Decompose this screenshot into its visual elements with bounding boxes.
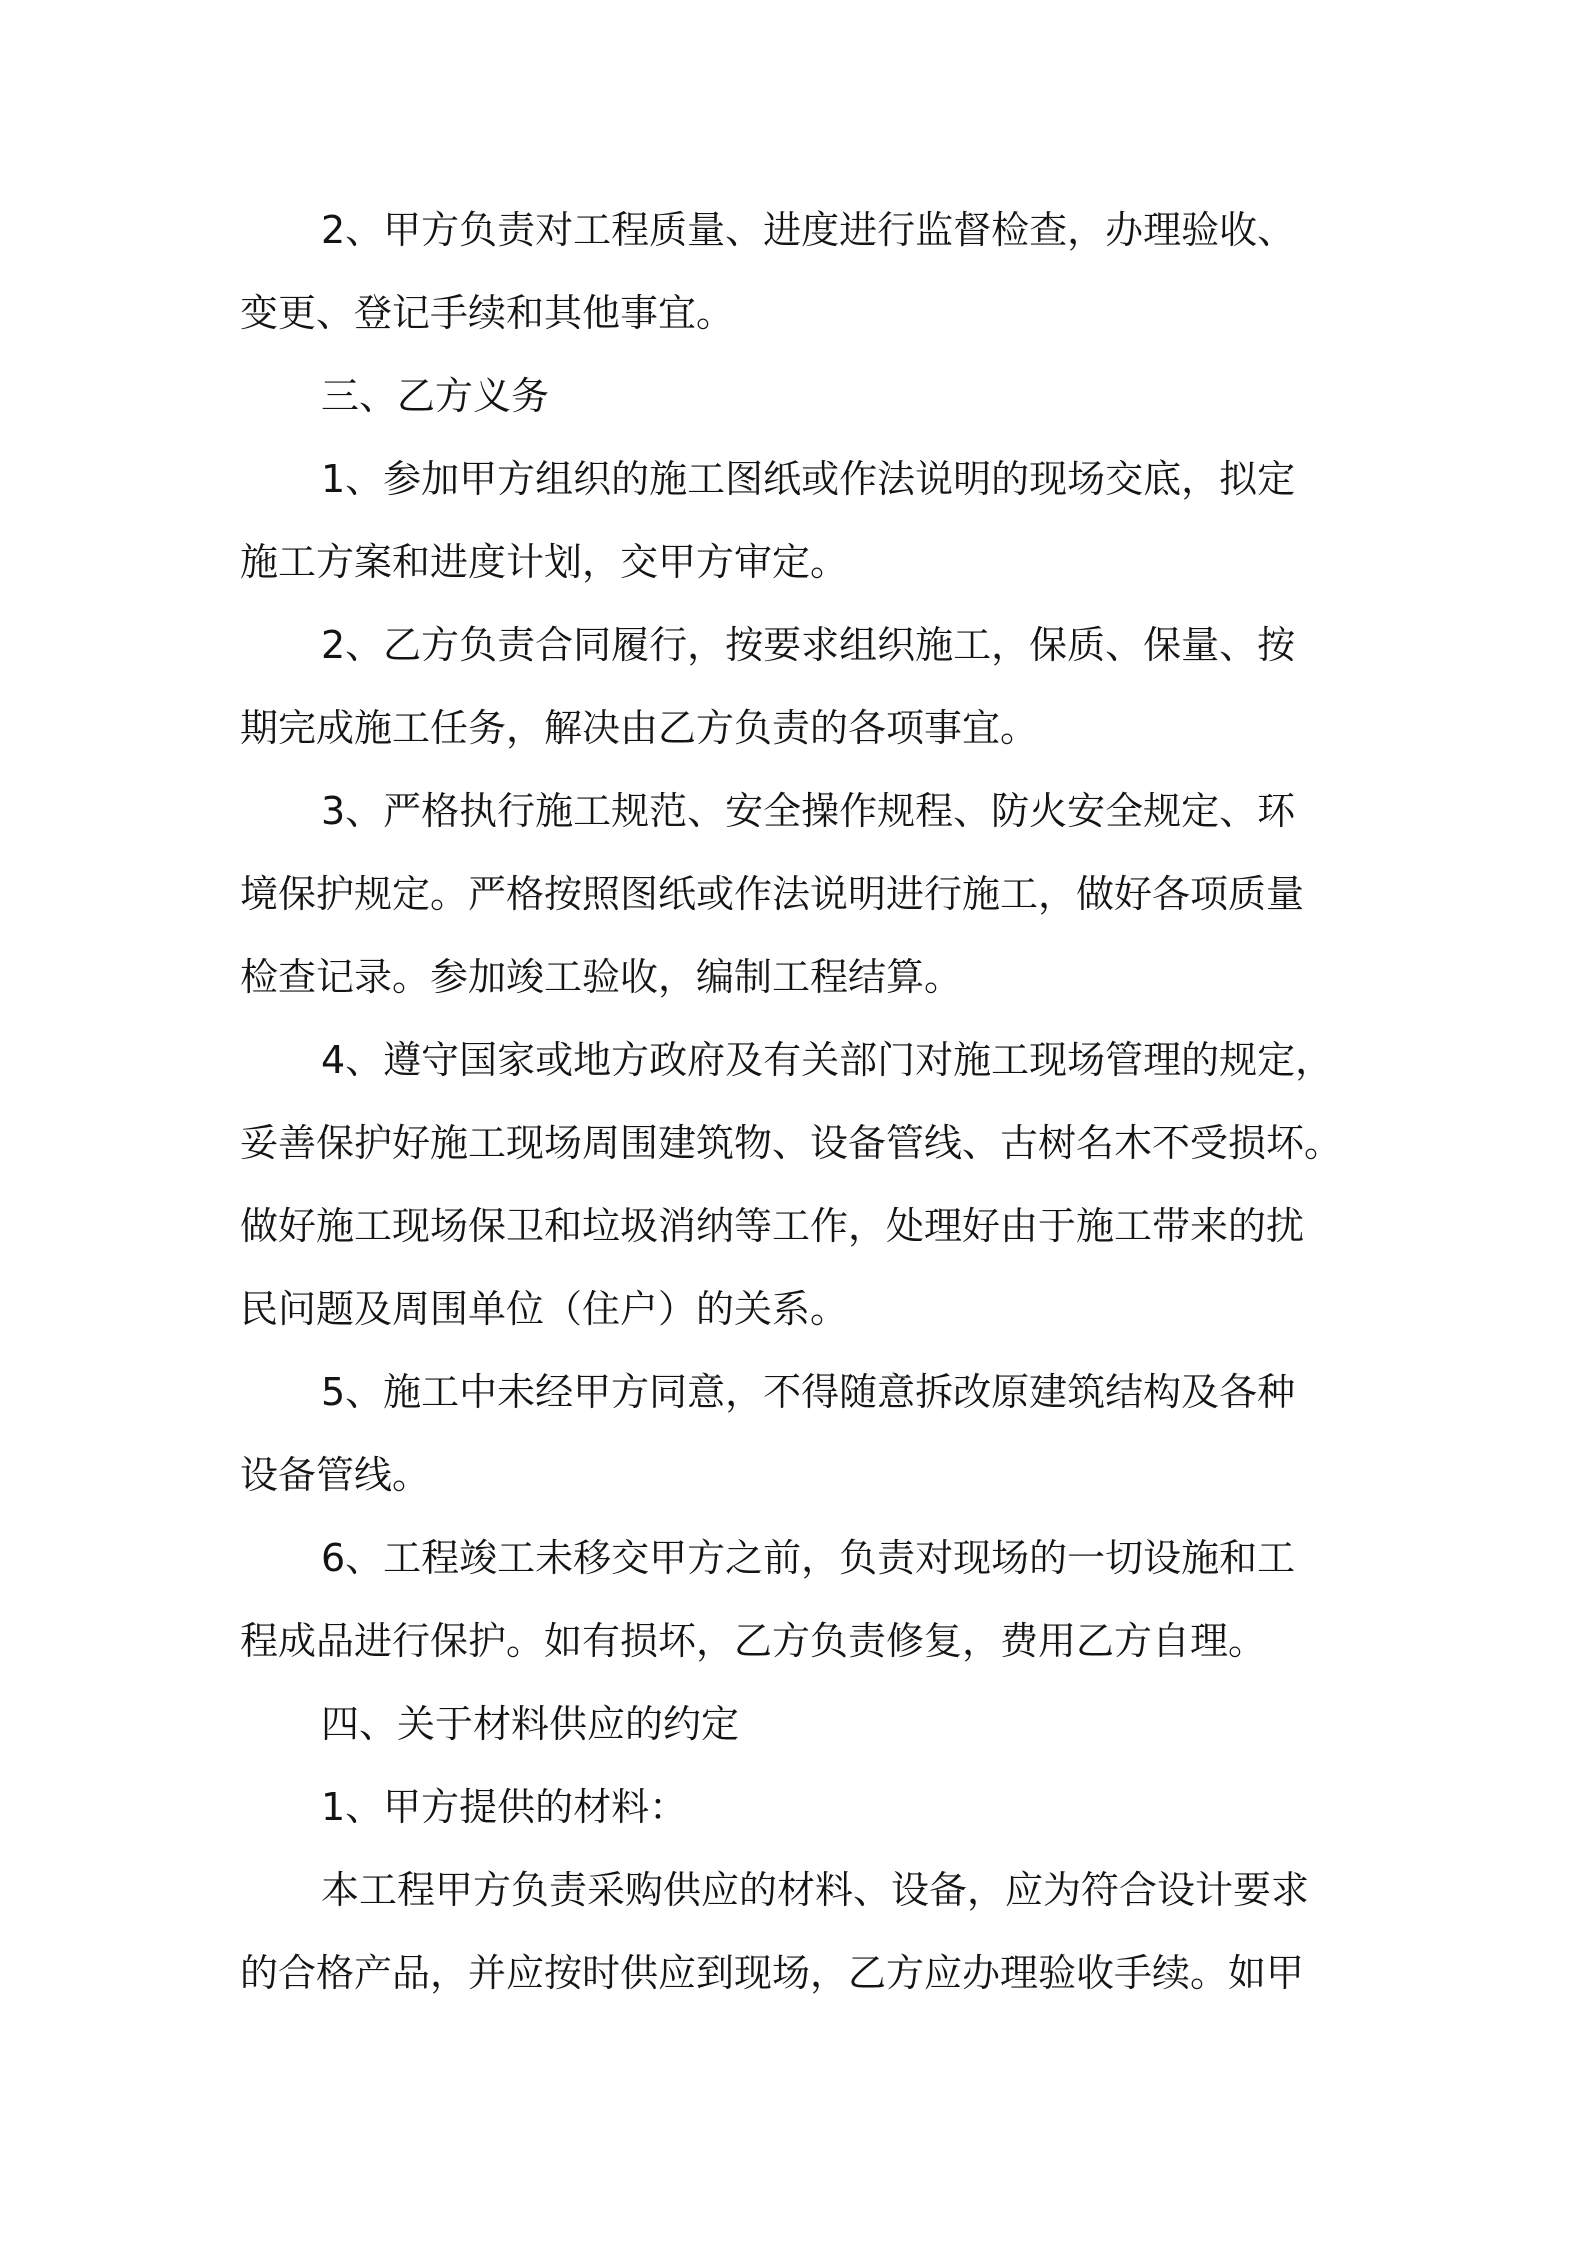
text-line: 3、严格执行施工规范、安全操作规程、防火安全规定、环	[321, 789, 1296, 833]
text-line: 检查记录。参加竣工验收，编制工程结算。	[240, 955, 963, 999]
text-line: 程成品进行保护。如有损坏，乙方负责修复，费用乙方自理。	[240, 1619, 1267, 1663]
text-line: 4、遵守国家或地方政府及有关部门对施工现场管理的规定，	[321, 1038, 1334, 1082]
text-line: 妥善保护好施工现场周围建筑物、设备管线、古树名木不受损坏。	[240, 1121, 1343, 1165]
text-line: 5、施工中未经甲方同意，不得随意拆改原建筑结构及各种	[321, 1370, 1296, 1414]
text-line: 施工方案和进度计划，交甲方审定。	[240, 540, 849, 584]
text-line: 境保护规定。严格按照图纸或作法说明进行施工，做好各项质量	[240, 872, 1305, 916]
section-heading: 四、关于材料供应的约定	[321, 1702, 740, 1746]
text-line: 设备管线。	[240, 1453, 431, 1497]
text-line: 民问题及周围单位（住户）的关系。	[240, 1287, 849, 1331]
text-line: 做好施工现场保卫和垃圾消纳等工作，处理好由于施工带来的扰	[240, 1204, 1305, 1248]
text-line: 2、乙方负责合同履行，按要求组织施工，保质、保量、按	[321, 623, 1296, 667]
section-heading: 三、乙方义务	[321, 374, 550, 418]
text-line: 2、甲方负责对工程质量、进度进行监督检查，办理验收、	[321, 208, 1296, 252]
text-line: 期完成施工任务，解决由乙方负责的各项事宜。	[240, 706, 1039, 750]
text-line: 本工程甲方负责采购供应的材料、设备，应为符合设计要求	[321, 1868, 1310, 1912]
text-line: 1、参加甲方组织的施工图纸或作法说明的现场交底，拟定	[321, 457, 1296, 501]
text-line: 1、甲方提供的材料：	[321, 1785, 688, 1829]
text-line: 变更、登记手续和其他事宜。	[240, 291, 735, 335]
text-line: 的合格产品，并应按时供应到现场，乙方应办理验收手续。如甲	[240, 1951, 1305, 1995]
text-line: 6、工程竣工未移交甲方之前，负责对现场的一切设施和工	[321, 1536, 1296, 1580]
